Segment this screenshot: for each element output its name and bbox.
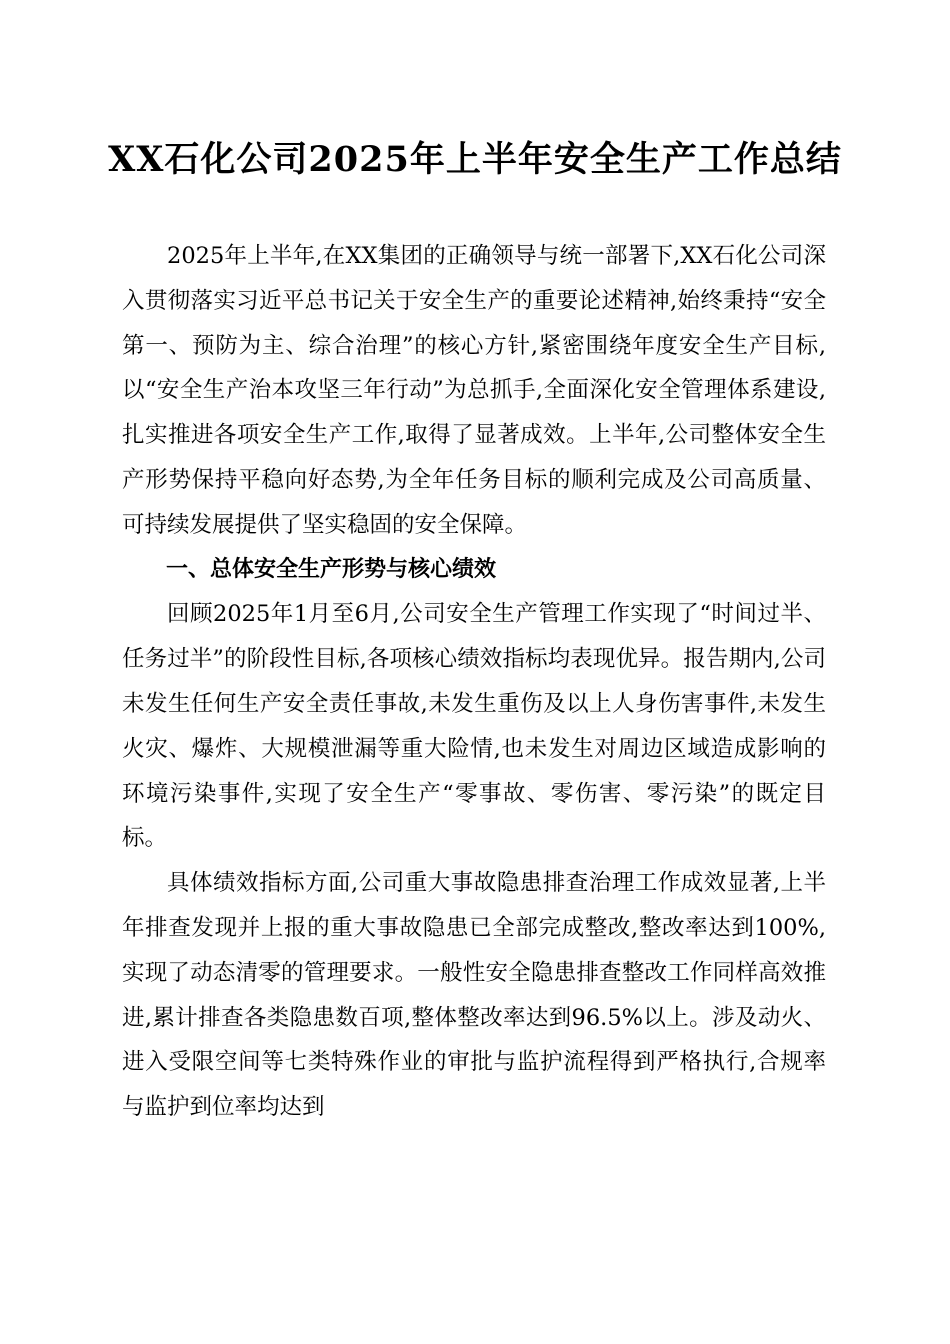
section-heading: 一、总体安全生产形势与核心绩效 <box>166 556 497 582</box>
section-paragraph-1: 回顾2025年1月至6月,公司安全生产管理工作实现了“时间过半、任务过半”的阶段性目标,各项核心绩效指标均表现优异。报告期内,公司未发生任何生产安全责任事故,未发生重伤及以上人身伤害事件,未发生火灾、爆炸、大规模泄漏等重大险情,也未发生对周边区域造成影响的环境污染事件,实现了安全生产“零事故、零伤害、零污染”的既定目标。 <box>122 601 826 852</box>
intro-paragraph: 2025年上半年,在XX集团的正确领导与统一部署下,XX石化公司深入贯彻落实习近平总书记关于安全生产的重要论述精神,始终秉持“安全第一、预防为主、综合治理”的核心方针,紧密围绕年度安全生产目标,以“安全生产治本攻坚三年行动”为总抓手,全面深化安全管理体系建设,扎实推进各项安全生产工作,取得了显著成效。上半年,公司整体安全生产形势保持平稳向好态势,为全年任务目标的顺利完成及公司高质量、可持续发展提供了坚实稳固的安全保障。 <box>122 243 826 538</box>
document-title: XX石化公司2025年上半年安全生产工作总结 <box>108 139 842 180</box>
section-paragraph-2: 具体绩效指标方面,公司重大事故隐患排查治理工作成效显著,上半年排查发现并上报的重大事故隐患已全部完成整改,整改率达到100%,实现了动态清零的管理要求。一般性安全隐患排查整改工作同样高效推进,累计排查各类隐患数百项,整体整改率达到96.5%以上。涉及动火、进入受限空间等七类特殊作业的审批与监护流程得到严格执行,合规率与监护到位率均达到 <box>122 870 826 1121</box>
document-body <box>122 234 826 1130</box>
